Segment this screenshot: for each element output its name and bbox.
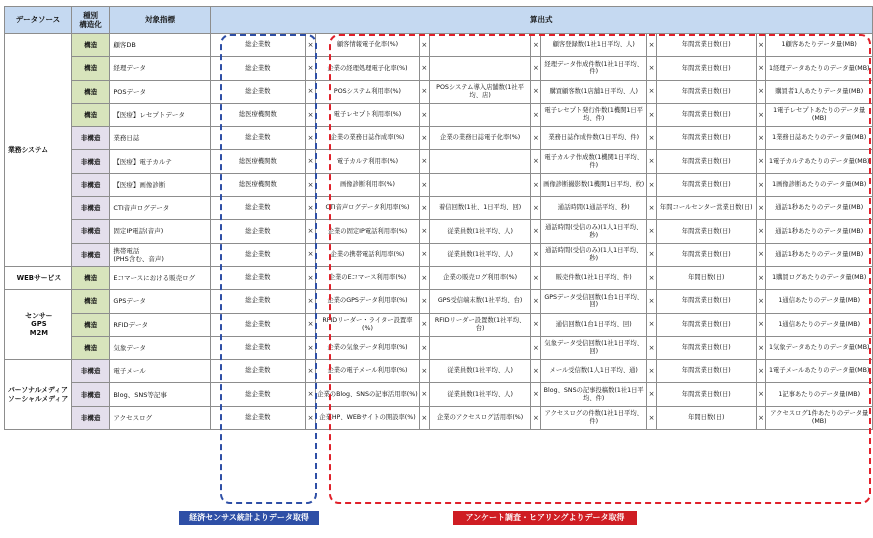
formula-term-cell: 気象データ受信回数(1社1日平均、回) xyxy=(541,336,647,359)
multiply-operator: × xyxy=(306,290,316,313)
formula-term-cell: 1電子レセプトあたりのデータ量(MB) xyxy=(766,103,873,126)
multiply-operator: × xyxy=(647,197,657,220)
table-row xyxy=(5,336,873,359)
multiply-operator: × xyxy=(756,360,766,383)
multiply-operator: × xyxy=(756,197,766,220)
formula-term-cell: 年間営業日数(日) xyxy=(656,103,756,126)
multiply-operator: × xyxy=(419,127,429,150)
multiply-operator: × xyxy=(531,80,541,103)
multiply-operator: × xyxy=(647,290,657,313)
table-row xyxy=(5,406,873,429)
formula-term-cell: 1記事あたりのデータ量(MB) xyxy=(766,383,873,406)
multiply-operator: × xyxy=(647,313,657,336)
header-row xyxy=(5,7,873,34)
formula-term-cell: 企業のGPSデータ利用率(%) xyxy=(316,290,420,313)
formula-term-cell: 画像診断利用率(%) xyxy=(316,173,420,196)
type-cell: 非構造 xyxy=(71,150,110,173)
multiply-operator: × xyxy=(419,313,429,336)
formula-term-cell: 従業員数(1社平均、人) xyxy=(429,360,531,383)
formula-term-cell: 年間日数(日) xyxy=(656,406,756,429)
multiply-operator: × xyxy=(756,313,766,336)
formula-term-cell: 年間営業日数(日) xyxy=(656,150,756,173)
formula-term-cell: 年間営業日数(日) xyxy=(656,243,756,266)
multiply-operator: × xyxy=(306,220,316,243)
census-caption: 経済センサス統計よりデータ取得 xyxy=(179,511,319,525)
formula-term-cell: 経理データ作成件数(1社1日平均、件) xyxy=(541,57,647,80)
target-indicator-cell: 経理データ xyxy=(110,57,210,80)
formula-term-cell: 総企業数 xyxy=(210,360,306,383)
multiply-operator: × xyxy=(647,243,657,266)
type-cell: 構造 xyxy=(71,266,110,289)
multiply-operator: × xyxy=(756,127,766,150)
formula-term-cell: 着信回数(1社、1日平均、回) xyxy=(429,197,531,220)
type-cell: 構造 xyxy=(71,313,110,336)
multiply-operator: × xyxy=(756,383,766,406)
formula-term-cell xyxy=(429,34,531,57)
table-row xyxy=(5,197,873,220)
multiply-operator: × xyxy=(306,336,316,359)
header-target: 対象指標 xyxy=(110,7,210,34)
formula-term-cell: Blog、SNSの記事投稿数(1社1日平均、件) xyxy=(541,383,647,406)
formula-term-cell: 購買者1人あたりデータ量(MB) xyxy=(766,80,873,103)
formula-term-cell: 通話1秒あたりのデータ量(MB) xyxy=(766,243,873,266)
formula-term-cell: 1業務日誌あたりのデータ量(MB) xyxy=(766,127,873,150)
multiply-operator: × xyxy=(647,336,657,359)
multiply-operator: × xyxy=(756,57,766,80)
header-source: データソース xyxy=(5,7,72,34)
formula-term-cell: 企業の固定IP電話利用率(%) xyxy=(316,220,420,243)
table-row xyxy=(5,290,873,313)
formula-term-cell: 通話1秒あたりのデータ量(MB) xyxy=(766,197,873,220)
multiply-operator: × xyxy=(531,383,541,406)
target-indicator-cell: CTI音声ログデータ xyxy=(110,197,210,220)
formula-term-cell: 総企業数 xyxy=(210,34,306,57)
data-source-cell: パーソナルメディア ソーシャルメディア xyxy=(5,360,72,430)
formula-term-cell: 業務日誌作成件数(1日平均、件) xyxy=(541,127,647,150)
type-cell: 非構造 xyxy=(71,406,110,429)
formula-term-cell: 電子レセプト利用率(%) xyxy=(316,103,420,126)
multiply-operator: × xyxy=(306,360,316,383)
multiply-operator: × xyxy=(756,266,766,289)
multiply-operator: × xyxy=(306,266,316,289)
formula-term-cell: POSシステム利用率(%) xyxy=(316,80,420,103)
formula-term-cell: 顧客登録数(1社1日平均、人) xyxy=(541,34,647,57)
target-indicator-cell: 気象データ xyxy=(110,336,210,359)
formula-term-cell: 顧客情報電子化率(%) xyxy=(316,34,420,57)
formula-term-cell: 総企業数 xyxy=(210,127,306,150)
multiply-operator: × xyxy=(647,34,657,57)
multiply-operator: × xyxy=(756,34,766,57)
type-cell: 非構造 xyxy=(71,220,110,243)
multiply-operator: × xyxy=(419,57,429,80)
type-cell: 非構造 xyxy=(71,173,110,196)
type-cell: 非構造 xyxy=(71,383,110,406)
formula-term-cell xyxy=(429,150,531,173)
multiply-operator: × xyxy=(531,290,541,313)
multiply-operator: × xyxy=(531,336,541,359)
formula-term-cell: 1画像診断あたりのデータ量(MB) xyxy=(766,173,873,196)
formula-term-cell: 電子カルテ作成数(1機関1日平均、件) xyxy=(541,150,647,173)
multiply-operator: × xyxy=(419,197,429,220)
target-indicator-cell: 業務日誌 xyxy=(110,127,210,150)
target-indicator-cell: 【医療】レセプトデータ xyxy=(110,103,210,126)
multiply-operator: × xyxy=(419,150,429,173)
multiply-operator: × xyxy=(419,266,429,289)
type-cell: 非構造 xyxy=(71,197,110,220)
formula-term-cell: 年間営業日数(日) xyxy=(656,360,756,383)
target-indicator-cell: POSデータ xyxy=(110,80,210,103)
formula-term-cell: 企業の業務日誌電子化率(%) xyxy=(429,127,531,150)
formula-term-cell: 企業の携帯電話利用率(%) xyxy=(316,243,420,266)
multiply-operator: × xyxy=(419,360,429,383)
header-formula: 算出式 xyxy=(210,7,872,34)
formula-term-cell: 通話時間(受信のみ)(1人1日平均、秒) xyxy=(541,243,647,266)
type-cell: 構造 xyxy=(71,336,110,359)
multiply-operator: × xyxy=(647,57,657,80)
multiply-operator: × xyxy=(306,150,316,173)
type-cell: 構造 xyxy=(71,34,110,57)
multiply-operator: × xyxy=(419,80,429,103)
formula-term-cell: 販売件数(1社1日平均、件) xyxy=(541,266,647,289)
target-indicator-cell: RFIDデータ xyxy=(110,313,210,336)
formula-term-cell: 1電子メールあたりのデータ量(MB) xyxy=(766,360,873,383)
formula-term-cell: 総企業数 xyxy=(210,220,306,243)
formula-term-cell: 通話時間(受信のみ)(1人1日平均、秒) xyxy=(541,220,647,243)
multiply-operator: × xyxy=(531,57,541,80)
formula-term-cell: 年間営業日数(日) xyxy=(656,57,756,80)
type-cell: 非構造 xyxy=(71,360,110,383)
formula-term-cell: 総企業数 xyxy=(210,266,306,289)
multiply-operator: × xyxy=(647,406,657,429)
multiply-operator: × xyxy=(756,290,766,313)
formula-term-cell: 年間コールセンター営業日数(日) xyxy=(656,197,756,220)
formula-term-cell: POSシステム導入店舗数(1社平均、店) xyxy=(429,80,531,103)
type-cell: 非構造 xyxy=(71,127,110,150)
formula-term-cell: 総企業数 xyxy=(210,197,306,220)
formula-term-cell: 企業のBlog、SNSの記事活用率(%) xyxy=(316,383,420,406)
type-cell: 非構造 xyxy=(71,243,110,266)
formula-term-cell: 企業HP、WEBサイトの開設率(%) xyxy=(316,406,420,429)
formula-term-cell xyxy=(429,103,531,126)
formula-term-cell: 総企業数 xyxy=(210,313,306,336)
formula-term-cell: 購買顧客数(1店舗1日平均、人) xyxy=(541,80,647,103)
multiply-operator: × xyxy=(647,360,657,383)
target-indicator-cell: アクセスログ xyxy=(110,406,210,429)
formula-term-cell: 通話時間(1通話平均、秒) xyxy=(541,197,647,220)
multiply-operator: × xyxy=(306,80,316,103)
formula-term-cell xyxy=(429,57,531,80)
formula-term-cell: 従業員数(1社平均、人) xyxy=(429,383,531,406)
table-row xyxy=(5,103,873,126)
data-source-cell: 業務システム xyxy=(5,34,72,267)
multiply-operator: × xyxy=(419,383,429,406)
multiply-operator: × xyxy=(756,220,766,243)
formula-term-cell: 総医療機関数 xyxy=(210,173,306,196)
multiply-operator: × xyxy=(647,220,657,243)
type-cell: 構造 xyxy=(71,290,110,313)
multiply-operator: × xyxy=(306,173,316,196)
formula-term-cell: メール受信数(1人1日平均、通) xyxy=(541,360,647,383)
multiply-operator: × xyxy=(419,243,429,266)
table-row xyxy=(5,360,873,383)
target-indicator-cell: Eコマースにおける販売ログ xyxy=(110,266,210,289)
multiply-operator: × xyxy=(531,313,541,336)
multiply-operator: × xyxy=(647,173,657,196)
formula-term-cell: 通話1秒あたりのデータ量(MB) xyxy=(766,220,873,243)
table-row xyxy=(5,34,873,57)
formula-term-cell: 総企業数 xyxy=(210,80,306,103)
target-indicator-cell: Blog、SNS等記事 xyxy=(110,383,210,406)
multiply-operator: × xyxy=(419,220,429,243)
multiply-operator: × xyxy=(531,103,541,126)
data-source-cell: センサー GPS M2M xyxy=(5,290,72,360)
formula-term-cell: 企業のEコマース利用率(%) xyxy=(316,266,420,289)
formula-term-cell: 企業の電子メール利用率(%) xyxy=(316,360,420,383)
multiply-operator: × xyxy=(756,80,766,103)
multiply-operator: × xyxy=(756,406,766,429)
type-cell: 構造 xyxy=(71,80,110,103)
formula-term-cell: 1通信あたりのデータ量(MB) xyxy=(766,313,873,336)
multiply-operator: × xyxy=(306,383,316,406)
formula-term-cell: RFIDリーダー設置数(1社平均、台) xyxy=(429,313,531,336)
multiply-operator: × xyxy=(306,243,316,266)
data-source-cell: WEBサービス xyxy=(5,266,72,289)
formula-term-cell: 1顧客あたりデータ量(MB) xyxy=(766,34,873,57)
table-row xyxy=(5,313,873,336)
formula-term-cell: 年間営業日数(日) xyxy=(656,313,756,336)
target-indicator-cell: 固定IP電話(音声) xyxy=(110,220,210,243)
formula-term-cell: GPS受信端末数(1社平均、台) xyxy=(429,290,531,313)
multiply-operator: × xyxy=(756,150,766,173)
multiply-operator: × xyxy=(306,127,316,150)
multiply-operator: × xyxy=(531,127,541,150)
multiply-operator: × xyxy=(306,57,316,80)
multiply-operator: × xyxy=(531,34,541,57)
formula-term-cell: 1気象データあたりのデータ量(MB) xyxy=(766,336,873,359)
multiply-operator: × xyxy=(306,103,316,126)
formula-term-cell: 電子カルテ利用率(%) xyxy=(316,150,420,173)
target-indicator-cell: 【医療】画像診断 xyxy=(110,173,210,196)
formula-term-cell: 従業員数(1社平均、人) xyxy=(429,243,531,266)
formula-term-cell: GPSデータ受信回数(1台1日平均、回) xyxy=(541,290,647,313)
data-source-table xyxy=(4,6,873,430)
formula-term-cell: 企業の業務日誌作成率(%) xyxy=(316,127,420,150)
formula-term-cell: 年間営業日数(日) xyxy=(656,127,756,150)
table-row xyxy=(5,266,873,289)
multiply-operator: × xyxy=(647,266,657,289)
formula-term-cell: アクセスログ1件あたりのデータ量(MB) xyxy=(766,406,873,429)
target-indicator-cell: 携帯電話 (PHS含む、音声) xyxy=(110,243,210,266)
target-indicator-cell: 【医療】電子カルテ xyxy=(110,150,210,173)
formula-term-cell xyxy=(429,173,531,196)
formula-term-cell: 年間営業日数(日) xyxy=(656,173,756,196)
formula-term-cell: 1通信あたりのデータ量(MB) xyxy=(766,290,873,313)
type-cell: 構造 xyxy=(71,57,110,80)
formula-term-cell xyxy=(429,336,531,359)
formula-term-cell: 総企業数 xyxy=(210,243,306,266)
formula-term-cell: 総企業数 xyxy=(210,406,306,429)
formula-term-cell: 年間営業日数(日) xyxy=(656,383,756,406)
formula-term-cell: 従業員数(1社平均、人) xyxy=(429,220,531,243)
formula-term-cell: 総企業数 xyxy=(210,290,306,313)
formula-term-cell: 年間日数(日) xyxy=(656,266,756,289)
formula-term-cell: RFIDリーダー・ライター設置率(%) xyxy=(316,313,420,336)
formula-term-cell: 年間営業日数(日) xyxy=(656,290,756,313)
table-row xyxy=(5,220,873,243)
multiply-operator: × xyxy=(531,197,541,220)
multiply-operator: × xyxy=(647,80,657,103)
formula-term-cell: アクセスログの件数(1社1日平均、件) xyxy=(541,406,647,429)
target-indicator-cell: 顧客DB xyxy=(110,34,210,57)
table-row xyxy=(5,80,873,103)
multiply-operator: × xyxy=(647,103,657,126)
multiply-operator: × xyxy=(306,406,316,429)
table-row xyxy=(5,383,873,406)
formula-term-cell: 1購買ログあたりのデータ量(MB) xyxy=(766,266,873,289)
target-indicator-cell: 電子メール xyxy=(110,360,210,383)
multiply-operator: × xyxy=(531,220,541,243)
formula-term-cell: 総企業数 xyxy=(210,336,306,359)
multiply-operator: × xyxy=(419,336,429,359)
formula-term-cell: 総医療機関数 xyxy=(210,103,306,126)
table-row xyxy=(5,57,873,80)
multiply-operator: × xyxy=(756,336,766,359)
multiply-operator: × xyxy=(531,243,541,266)
type-cell: 構造 xyxy=(71,103,110,126)
multiply-operator: × xyxy=(306,34,316,57)
multiply-operator: × xyxy=(647,127,657,150)
formula-term-cell: 電子レセプト発行件数(1機関1日平均、件) xyxy=(541,103,647,126)
formula-term-cell: 画像診断撮影数(1機関1日平均、枚) xyxy=(541,173,647,196)
multiply-operator: × xyxy=(647,150,657,173)
multiply-operator: × xyxy=(531,360,541,383)
multiply-operator: × xyxy=(531,266,541,289)
formula-term-cell: 1経理データあたりのデータ量(MB) xyxy=(766,57,873,80)
multiply-operator: × xyxy=(756,103,766,126)
table-row xyxy=(5,173,873,196)
table-row xyxy=(5,243,873,266)
formula-term-cell: 年間営業日数(日) xyxy=(656,34,756,57)
multiply-operator: × xyxy=(647,383,657,406)
formula-term-cell: 総企業数 xyxy=(210,383,306,406)
multiply-operator: × xyxy=(531,406,541,429)
formula-term-cell: 企業の気象データ利用率(%) xyxy=(316,336,420,359)
formula-term-cell: CTI音声ログデータ利用率(%) xyxy=(316,197,420,220)
table-row xyxy=(5,127,873,150)
multiply-operator: × xyxy=(756,243,766,266)
formula-term-cell: 1電子カルテあたりのデータ量(MB) xyxy=(766,150,873,173)
multiply-operator: × xyxy=(306,313,316,336)
target-indicator-cell: GPSデータ xyxy=(110,290,210,313)
table-row xyxy=(5,150,873,173)
header-type: 種別 構造化 xyxy=(71,7,110,34)
formula-term-cell: 総医療機関数 xyxy=(210,150,306,173)
formula-term-cell: 企業の販売ログ利用率(%) xyxy=(429,266,531,289)
formula-term-cell: 年間営業日数(日) xyxy=(656,336,756,359)
multiply-operator: × xyxy=(419,34,429,57)
multiply-operator: × xyxy=(419,290,429,313)
formula-term-cell: 年間営業日数(日) xyxy=(656,80,756,103)
multiply-operator: × xyxy=(306,197,316,220)
formula-term-cell: 通信回数(1台1日平均、回) xyxy=(541,313,647,336)
multiply-operator: × xyxy=(756,173,766,196)
multiply-operator: × xyxy=(419,406,429,429)
multiply-operator: × xyxy=(419,173,429,196)
multiply-operator: × xyxy=(419,103,429,126)
multiply-operator: × xyxy=(531,150,541,173)
formula-term-cell: 企業のアクセスログ活用率(%) xyxy=(429,406,531,429)
multiply-operator: × xyxy=(531,173,541,196)
formula-term-cell: 企業の経理処理電子化率(%) xyxy=(316,57,420,80)
survey-caption: アンケート調査・ヒアリングよりデータ取得 xyxy=(453,511,637,525)
formula-term-cell: 年間営業日数(日) xyxy=(656,220,756,243)
formula-term-cell: 総企業数 xyxy=(210,57,306,80)
